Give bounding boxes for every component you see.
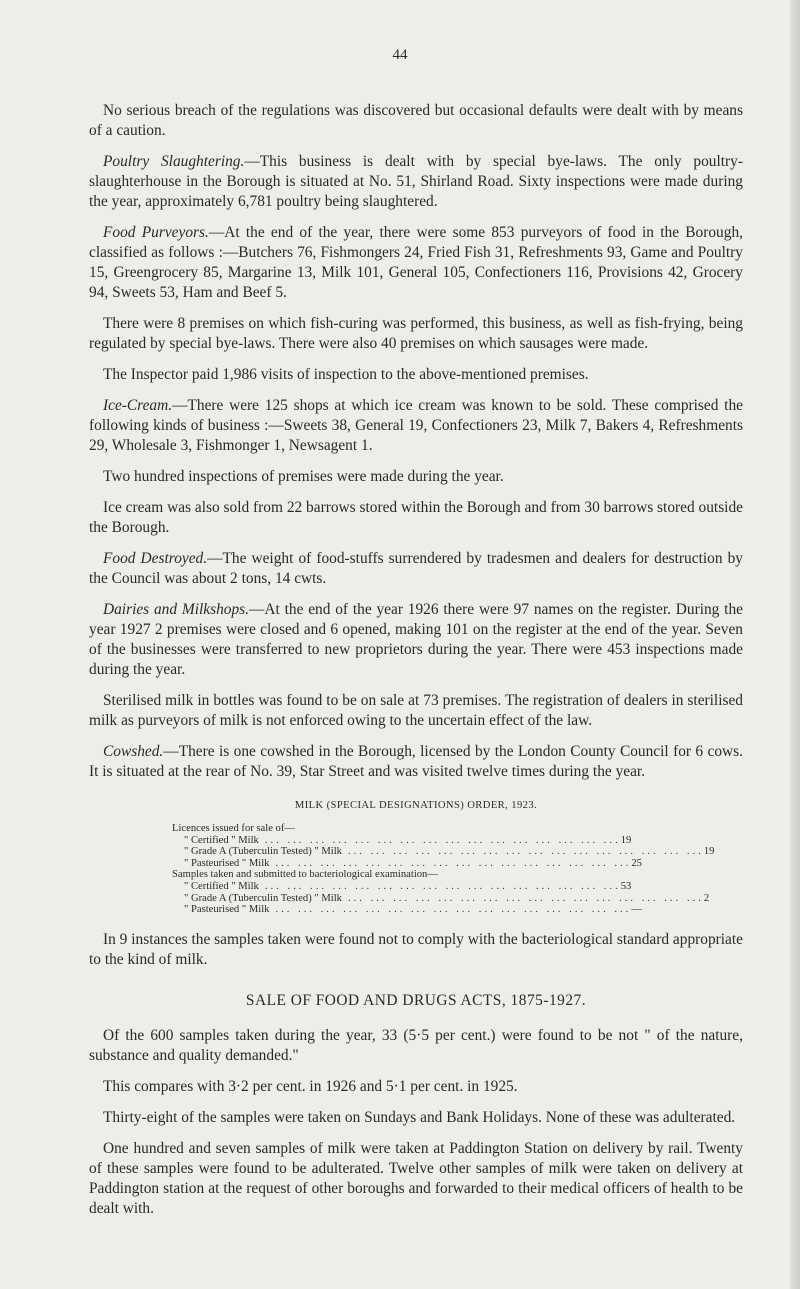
row-value: — [631, 904, 642, 916]
paragraph-heading: Dairies and Milkshops. [103, 601, 249, 618]
leader-dots: ... ... ... ... ... ... ... ... ... ... ... ... ... ... ... ... [275, 857, 632, 869]
paragraph: The Inspector paid 1,986 visits of inspection to the above-mentioned premises. [103, 366, 589, 383]
paragraph: Two hundred inspections of premises were made during the year. [103, 468, 504, 485]
paragraph-heading: Cowshed. [103, 743, 164, 760]
row-label: " Certified " Milk [184, 880, 259, 892]
table-row [172, 904, 642, 916]
page-content [89, 101, 743, 1230]
table-section-label: Licences issued for sale of— [172, 823, 295, 834]
row-value: 2 [703, 892, 710, 904]
leader-dots: ... ... ... ... ... ... ... ... ... ... ... ... ... ... ... ... [347, 846, 704, 858]
row-value: 25 [631, 857, 642, 869]
milk-table [172, 823, 715, 916]
paragraph-heading: Ice-Cream. [103, 397, 173, 414]
paragraph: Poultry Slaughtering.—This business is dealt with by special bye-laws. The only poultry-slaughterhouse in the Borough is situated at No. 51, Shirland Road. Sixty inspections were made during the year, approximately 6,781 poultry being slaughtered. [89, 153, 743, 210]
paragraph: Sterilised milk in bottles was found to be on sale at 73 premises. The registration of dealers in sterilised milk as purveyors of milk is not enforced owing to the uncertain effect of the law. [89, 692, 743, 729]
paragraph: Of the 600 samples taken during the year, 33 (5·5 per cent.) were found to be not " of the nature, substance and quality demanded." [89, 1026, 743, 1064]
table-title: MILK (SPECIAL DESIGNATIONS) ORDER, 1923. [294, 800, 538, 811]
table-row [172, 857, 642, 870]
row-value: 19 [620, 834, 632, 846]
paragraph: Ice-Cream.—There were 125 shops at which ice cream was known to be sold. These comprised the following kinds of business :—Sweets 38, General 19, Confectioners 23, Milk 7, Bakers 4, Refreshments 29, Wholesale 3, Fishmonger 1, Newsagent 1. [89, 397, 743, 454]
paragraph: Food Destroyed.—The weight of food-stuffs surrendered by tradesmen and dealers for destruction by the Council was about 2 tons, 14 cwts. [89, 550, 743, 587]
paragraph-heading: Food Destroyed. [103, 550, 208, 567]
paragraph: In 9 instances the samples taken were found not to comply with the bacteriological standard appropriate to the kind of milk. [89, 930, 743, 968]
table-row [172, 881, 630, 893]
row-label: " Certified " Milk [184, 834, 259, 846]
paragraph: Ice cream was also sold from 22 barrows stored within the Borough and from 30 barrows stored outside the Borough. [89, 499, 743, 536]
row-label: " Grade A (Tuberculin Tested) " Milk [184, 846, 342, 858]
paragraph: There were 8 premises on which fish-curing was performed, this business, as well as fish-frying, being regulated by special bye-laws. There were also 40 premises on which sausages were made. [89, 315, 743, 352]
paragraph-heading: Poultry Slaughtering. [103, 153, 245, 170]
table-section-label: Samples taken and submitted to bacteriological examination— [172, 869, 438, 881]
page-number: 44 [392, 47, 408, 63]
page-edge [790, 0, 800, 1289]
table-row [172, 846, 715, 858]
leader-dots: ... ... ... ... ... ... ... ... ... ... ... ... ... ... ... ... [264, 880, 621, 892]
table-row [172, 892, 710, 905]
leader-dots: ... ... ... ... ... ... ... ... ... ... ... ... ... ... ... ... [275, 904, 632, 916]
paragraph: Cowshed.—There is one cowshed in the Borough, licensed by the London County Council for 6 cows. It is situated at the rear of No. 39, Star Street and was visited twelve times during the year. [89, 743, 743, 780]
paragraph: One hundred and seven samples of milk were taken at Paddington Station on delivery by rail. Twenty of these samples were found to be adulterated. Twelve other samples of milk were taken on delivery at Paddington station at the request of other boroughs and forwarded to their medical officers of health to be dealt with. [89, 1139, 743, 1217]
leader-dots: ... ... ... ... ... ... ... ... ... ... ... ... ... ... ... ... [347, 892, 704, 904]
row-value: 19 [703, 846, 715, 858]
paragraph: Thirty-eight of the samples were taken on Sundays and Bank Holidays. None of these was adulterated. [103, 1108, 736, 1126]
table-row [172, 835, 630, 847]
row-label: " Pasteurised " Milk [184, 857, 270, 869]
leader-dots: ... ... ... ... ... ... ... ... ... ... ... ... ... ... ... ... [264, 834, 621, 846]
paragraph: No serious breach of the regulations was discovered but occasional defaults were dealt with by means of a caution. [89, 102, 743, 139]
paragraph-heading: Food Purveyors. [103, 224, 209, 241]
paragraph: This compares with 3·2 per cent. in 1926 and 5·1 per cent. in 1925. [103, 1077, 518, 1095]
row-label: " Pasteurised " Milk [184, 904, 270, 916]
paragraph: Food Purveyors.—At the end of the year, there were some 853 purveyors of food in the Borough, classified as follows :—Butchers 76, Fishmongers 24, Fried Fish 31, Refreshments 93, Game and Poultry 15, Greengrocery 85, Margarine 13, Milk 101, General 105, Confectioners 116, Provisions 42, Grocery 94, Sweets 53, Ham and Beef 5. [89, 224, 743, 301]
section-heading: SALE OF FOOD AND DRUGS ACTS, 1875-1927. [245, 991, 587, 1009]
row-value: 53 [620, 880, 632, 892]
paragraph: Dairies and Milkshops.—At the end of the year 1926 there were 97 names on the register. During the year 1927 2 premises were closed and 6 opened, making 101 on the register at the end of the year. Seven of the businesses were transferred to new proprietors during the year. There were 453 inspections made during the year. [89, 601, 743, 678]
row-label: " Grade A (Tuberculin Tested) " Milk [184, 892, 342, 904]
